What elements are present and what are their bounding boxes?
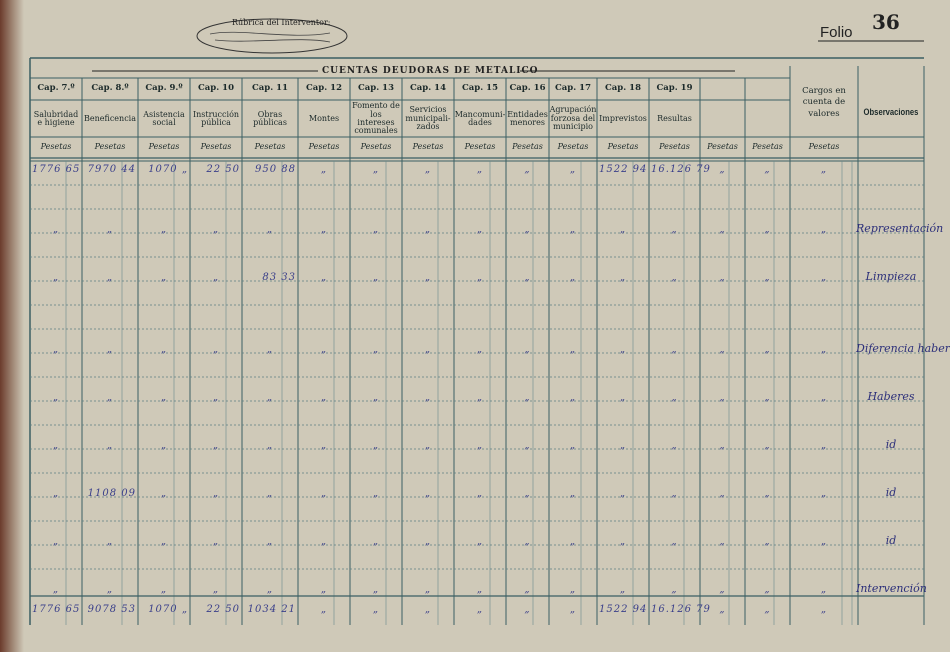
column-name: Observaciones: [863, 107, 919, 117]
ditto-mark: „: [212, 440, 220, 451]
ditto-mark: „: [424, 224, 432, 235]
ditto-mark: „: [212, 344, 220, 355]
column-name: Montes: [308, 113, 340, 123]
total-cell: 1070 „: [148, 604, 188, 615]
amount-cell: 1108 09: [87, 488, 136, 499]
ditto-mark: „: [569, 224, 577, 235]
column-name: Resultas: [657, 113, 692, 123]
observation-note: Haberes: [867, 390, 915, 403]
ditto-mark: „: [619, 344, 627, 355]
ditto-mark: „: [671, 224, 678, 235]
column-cap: Cap. 11: [252, 83, 288, 93]
ditto-mark: „: [619, 440, 627, 451]
amount-cell: 22 50: [206, 164, 240, 175]
ditto-mark: „: [569, 536, 577, 547]
ditto-mark: „: [820, 584, 828, 595]
ditto-mark: „: [372, 272, 380, 283]
column-unit: Pesetas: [360, 142, 392, 151]
ditto-mark: „: [619, 584, 627, 595]
ditto-mark: „: [476, 536, 484, 547]
ditto-mark: „: [820, 536, 828, 547]
amount-cell: 950 88: [255, 164, 296, 175]
ditto-mark: „: [719, 272, 726, 283]
ditto-mark: „: [320, 604, 328, 615]
column-cap: Cap. 12: [306, 83, 342, 93]
ditto-mark: „: [476, 488, 484, 499]
column-cap: Cap. 10: [198, 83, 234, 93]
ditto-mark: „: [212, 224, 220, 235]
ditto-mark: „: [106, 536, 114, 547]
ditto-mark: „: [820, 272, 828, 283]
total-cell: 1034 21: [247, 604, 296, 615]
column-unit: Pesetas: [94, 142, 126, 151]
ditto-mark: „: [160, 392, 168, 403]
ditto-mark: „: [619, 224, 627, 235]
ditto-mark: „: [266, 584, 274, 595]
column-name: Entidades menores: [507, 109, 548, 127]
ditto-mark: „: [372, 536, 380, 547]
ditto-mark: „: [671, 584, 678, 595]
ditto-mark: „: [671, 272, 678, 283]
ditto-mark: „: [106, 344, 114, 355]
ditto-mark: „: [719, 164, 726, 175]
amount-cell: 7970 44: [87, 164, 136, 175]
column-cap: Cap. 17: [555, 83, 591, 93]
ditto-mark: „: [719, 488, 726, 499]
ditto-mark: „: [160, 536, 168, 547]
ditto-mark: „: [569, 604, 577, 615]
ditto-mark: „: [320, 440, 328, 451]
observation-note: Intervención: [856, 582, 927, 595]
ditto-mark: „: [212, 272, 220, 283]
ditto-mark: „: [372, 164, 380, 175]
ditto-mark: „: [372, 604, 380, 615]
ditto-mark: „: [476, 164, 484, 175]
ditto-mark: „: [52, 440, 60, 451]
total-cell: 22 50: [206, 604, 240, 615]
ditto-mark: „: [764, 604, 771, 615]
ditto-mark: „: [524, 344, 531, 355]
ditto-mark: „: [671, 440, 678, 451]
amount-cell: 16.126 79: [651, 164, 711, 175]
column-cap: Cap. 8.º: [91, 83, 129, 93]
ditto-mark: „: [212, 536, 220, 547]
ditto-mark: „: [372, 440, 380, 451]
ditto-mark: „: [764, 224, 771, 235]
ditto-mark: „: [476, 604, 484, 615]
total-cell: 16.126 79: [651, 604, 711, 615]
column-name: Asistencia social: [143, 109, 185, 127]
folio-number: 36: [872, 10, 900, 34]
ditto-mark: „: [476, 272, 484, 283]
ditto-mark: „: [106, 440, 114, 451]
ditto-mark: „: [424, 440, 432, 451]
ditto-mark: „: [524, 584, 531, 595]
ditto-mark: „: [619, 272, 627, 283]
ditto-mark: „: [524, 224, 531, 235]
column-cap: Cap. 9.º: [145, 83, 183, 93]
column-name: Salubridad e higiene: [33, 109, 79, 127]
column-unit: Pesetas: [40, 142, 72, 151]
ditto-mark: „: [476, 344, 484, 355]
ditto-mark: „: [820, 344, 828, 355]
column-name: Agrupación forzosa del municipio: [549, 105, 597, 132]
ditto-mark: „: [106, 392, 114, 403]
observation-note: id: [885, 534, 897, 547]
folio-label: Folio: [820, 24, 853, 41]
ditto-mark: „: [52, 224, 60, 235]
ditto-mark: „: [320, 584, 328, 595]
ditto-mark: „: [106, 224, 114, 235]
ditto-mark: „: [764, 164, 771, 175]
column-unit: Pesetas: [148, 142, 180, 151]
ditto-mark: „: [764, 584, 771, 595]
ditto-mark: „: [524, 440, 531, 451]
ditto-mark: „: [524, 536, 531, 547]
observation-note: Representación: [856, 222, 944, 235]
ditto-mark: „: [424, 392, 432, 403]
ditto-mark: „: [106, 584, 114, 595]
ditto-mark: „: [424, 164, 432, 175]
ditto-mark: „: [569, 584, 577, 595]
ditto-mark: „: [764, 536, 771, 547]
ditto-mark: „: [372, 584, 380, 595]
ditto-mark: „: [212, 392, 220, 403]
ditto-mark: „: [524, 488, 531, 499]
ditto-mark: „: [160, 344, 168, 355]
ditto-mark: „: [820, 164, 828, 175]
ditto-mark: „: [569, 344, 577, 355]
page-title: CUENTAS DEUDORAS DE METALICO: [322, 66, 539, 76]
ditto-mark: „: [52, 584, 60, 595]
ditto-mark: „: [619, 392, 627, 403]
column-unit: Pesetas: [659, 142, 690, 151]
ditto-mark: „: [569, 440, 577, 451]
ditto-mark: „: [524, 604, 531, 615]
ditto-mark: „: [424, 584, 432, 595]
ditto-mark: „: [212, 488, 220, 499]
column-name: Fomento de los intereses comunales: [352, 101, 400, 136]
ditto-mark: „: [820, 488, 828, 499]
column-name: Instrucción pública: [192, 109, 240, 127]
ditto-mark: „: [524, 392, 531, 403]
amount-cell: 1070 „: [148, 164, 188, 175]
ditto-mark: „: [569, 488, 577, 499]
column-name: Obras públicas: [253, 109, 287, 127]
ditto-mark: „: [266, 344, 274, 355]
ditto-mark: „: [160, 224, 168, 235]
observation-note: id: [885, 486, 897, 499]
ditto-mark: „: [160, 272, 168, 283]
ditto-mark: „: [524, 272, 531, 283]
column-unit: Pesetas: [607, 142, 639, 151]
ditto-mark: „: [320, 344, 328, 355]
column-unit: Pesetas: [308, 142, 340, 151]
ditto-mark: „: [820, 440, 828, 451]
total-cell: 9078 53: [87, 604, 136, 615]
ditto-mark: „: [52, 272, 60, 283]
ditto-mark: „: [820, 604, 828, 615]
ditto-mark: „: [424, 272, 432, 283]
observation-note: id: [885, 438, 897, 451]
ditto-mark: „: [476, 440, 484, 451]
ditto-mark: „: [719, 604, 726, 615]
ditto-mark: „: [671, 488, 678, 499]
ditto-mark: „: [820, 224, 828, 235]
ditto-mark: „: [52, 488, 60, 499]
ditto-mark: „: [266, 392, 274, 403]
ditto-mark: „: [719, 536, 726, 547]
total-cell: 1522 94: [599, 604, 648, 615]
ditto-mark: „: [160, 440, 168, 451]
column-cap: Cap. 13: [358, 83, 394, 93]
ditto-mark: „: [160, 488, 168, 499]
observation-note: Limpieza: [865, 270, 917, 283]
ditto-mark: „: [476, 392, 484, 403]
ditto-mark: „: [106, 272, 114, 283]
column-cap: Cap. 16: [509, 83, 546, 93]
ditto-mark: „: [320, 392, 328, 403]
ditto-mark: „: [372, 488, 380, 499]
ditto-mark: „: [719, 392, 726, 403]
ditto-mark: „: [320, 536, 328, 547]
ditto-mark: „: [424, 488, 432, 499]
ditto-mark: „: [719, 344, 726, 355]
ditto-mark: „: [476, 224, 484, 235]
ditto-mark: „: [266, 224, 274, 235]
column-unit: Pesetas: [512, 142, 543, 151]
column-name: Imprevistos: [599, 113, 647, 123]
amount-cell: 1776 65: [32, 164, 81, 175]
column-unit: Pesetas: [464, 142, 496, 151]
ditto-mark: „: [320, 164, 328, 175]
ditto-mark: „: [372, 392, 380, 403]
ditto-mark: „: [671, 344, 678, 355]
column-cap: Cap. 14: [410, 83, 446, 93]
ditto-mark: „: [820, 392, 828, 403]
column-cap: Cap. 19: [656, 83, 693, 93]
column-unit: Pesetas: [200, 142, 232, 151]
column-unit: Pesetas: [254, 142, 286, 151]
ditto-mark: „: [476, 584, 484, 595]
ditto-mark: „: [320, 224, 328, 235]
rubrica-label: Rúbrica del Interventor:: [232, 18, 331, 27]
ditto-mark: „: [671, 536, 678, 547]
column-unit: Pesetas: [808, 142, 840, 151]
ditto-mark: „: [424, 344, 432, 355]
ditto-mark: „: [266, 536, 274, 547]
column-unit: Pesetas: [752, 142, 783, 151]
ditto-mark: „: [160, 584, 168, 595]
ditto-mark: „: [569, 392, 577, 403]
ditto-mark: „: [719, 440, 726, 451]
ditto-mark: „: [764, 392, 771, 403]
ditto-mark: „: [424, 536, 432, 547]
amount-cell: 83 33: [262, 272, 296, 283]
column-unit: Pesetas: [557, 142, 589, 151]
ditto-mark: „: [52, 392, 60, 403]
observation-note: Diferencia haber: [856, 342, 950, 355]
amount-cell: 1522 94: [599, 164, 648, 175]
ditto-mark: „: [424, 604, 432, 615]
ditto-mark: „: [320, 488, 328, 499]
ditto-mark: „: [569, 164, 577, 175]
ditto-mark: „: [719, 584, 726, 595]
column-cap: Cap. 18: [605, 83, 641, 93]
column-name: Beneficencia: [83, 113, 136, 123]
ditto-mark: „: [569, 272, 577, 283]
column-name: Servicios municipali- zados: [405, 105, 451, 132]
ditto-mark: „: [52, 536, 60, 547]
column-unit: Pesetas: [707, 142, 738, 151]
total-cell: 1776 65: [32, 604, 81, 615]
ditto-mark: „: [266, 440, 274, 451]
ditto-mark: „: [764, 440, 771, 451]
ditto-mark: „: [320, 272, 328, 283]
ditto-mark: „: [764, 344, 771, 355]
ditto-mark: „: [719, 224, 726, 235]
ditto-mark: „: [212, 584, 220, 595]
column-name: Cargos en cuenta de valores: [802, 86, 846, 119]
ditto-mark: „: [671, 392, 678, 403]
ditto-mark: „: [619, 488, 627, 499]
column-cap: Cap. 15: [462, 83, 498, 93]
column-cap: Cap. 7.º: [37, 83, 75, 93]
ditto-mark: „: [524, 164, 531, 175]
ditto-mark: „: [764, 488, 771, 499]
ditto-mark: „: [619, 536, 627, 547]
ditto-mark: „: [52, 344, 60, 355]
ditto-mark: „: [372, 224, 380, 235]
column-name: Mancomuni- dades: [454, 109, 506, 127]
column-unit: Pesetas: [412, 142, 444, 151]
ditto-mark: „: [372, 344, 380, 355]
ditto-mark: „: [266, 488, 274, 499]
ditto-mark: „: [764, 272, 771, 283]
